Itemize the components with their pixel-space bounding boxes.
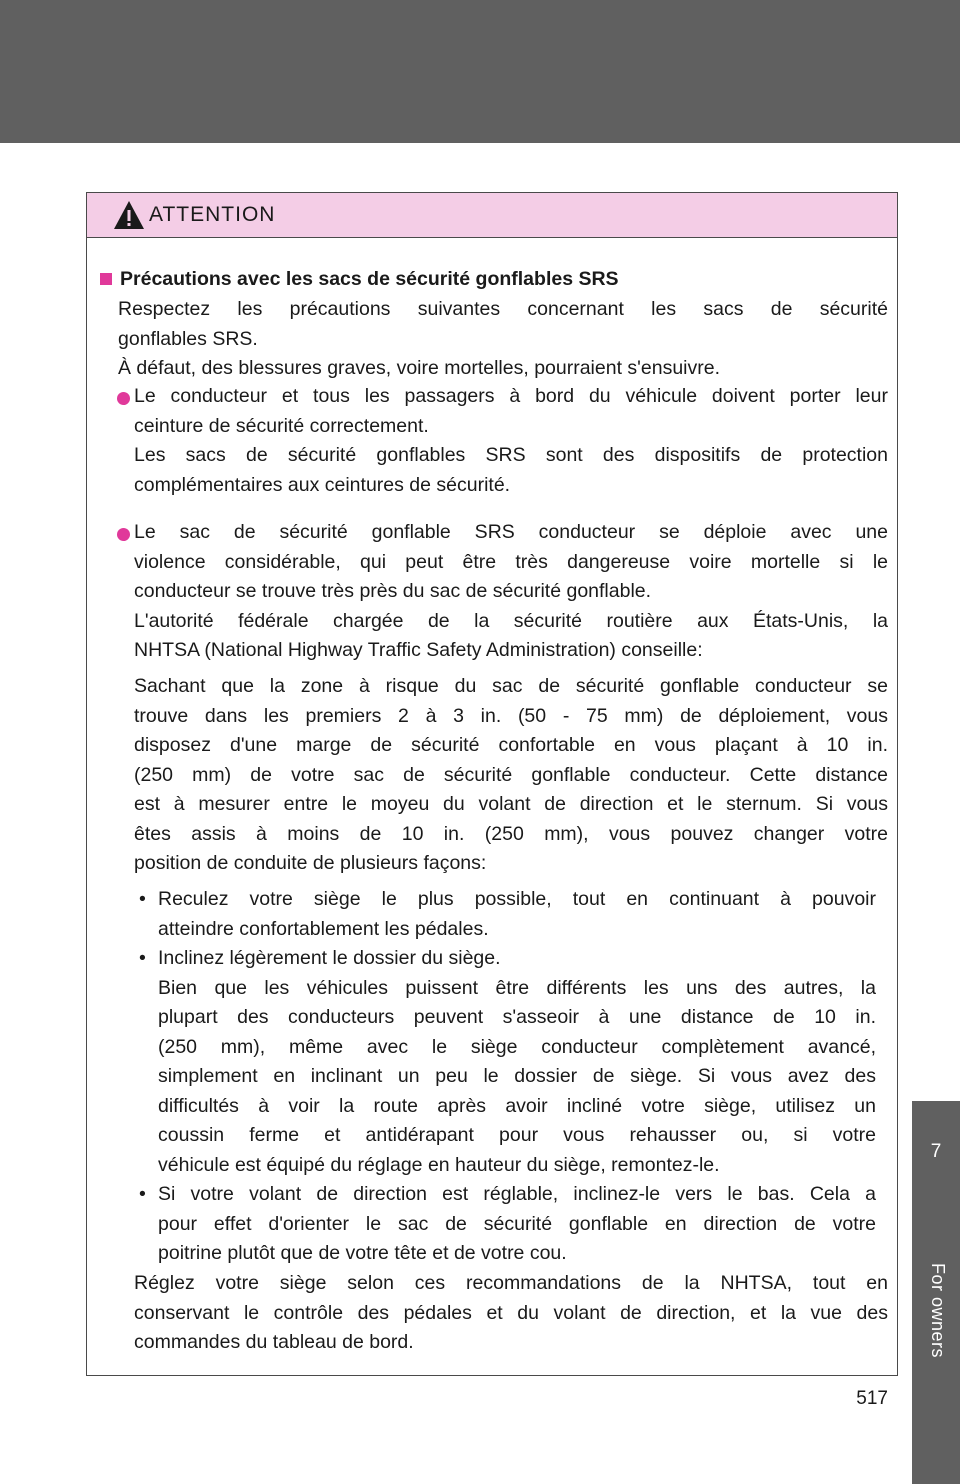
bullet-dot-icon	[117, 392, 130, 405]
sub-bullet-item: Si votre volant de direction est réglable, inclinez-le vers le bas. Cela a pour effet d'orienter le sac de sécurité gonflable en direction de votre poitrine plutôt que de votre tête et de votre cou.	[158, 1183, 876, 1264]
sub-bullet-marker: •	[139, 1183, 146, 1205]
chapter-tab[interactable]	[912, 1101, 960, 1484]
intro-paragraph: Respectez les précautions suivantes concernant les sacs de sécurité gonflables SRS. À défaut, des blessures graves, voire mortelles, pourraient s'ensuivre.	[118, 298, 888, 379]
chapter-number: 7	[930, 1141, 942, 1162]
sub-bullet-marker: •	[139, 888, 146, 910]
sub-bullet-item: Inclinez légèrement le dossier du siège. Bien que les véhicules puissent être différents les uns des autres, la plupart des conducteurs peuvent s'asseoir à une distance de 10 in. (250 mm), même avec le siège conducteur complètement avancé, simplement en inclinant un peu le dossier de siège. Si vous avez des difficultés à voir la route après avoir incliné votre siège, utilisez un coussin ferme et antidérapant pour vous rehausser ou, si votre véhicule est équipé du réglage en hauteur du siège, remontez-le.	[158, 947, 876, 1176]
bullet-item: Le sac de sécurité gonflable SRS conducteur se déploie avec une violence considérable, qui peut être très dangereuse voire mortelle si le conducteur se trouve très près du sac de sécurité gonflable. L'autorité fédérale chargée de la sécurité routière aux États-Unis, la NHTSA (National Highway Traffic Safety Administration) conseille:	[134, 521, 888, 661]
nhtsa-paragraph: Sachant que la zone à risque du sac de sécurité gonflable conducteur se trouve dans les premiers 2 à 3 in. (50 - 75 mm) de déploiement, vous disposez d'une marge de sécurité confortable en vous plaçant à 10 in. (250 mm) de votre sac de sécurité gonflable conducteur. Cette distance est à mesurer entre le moyeu du volant de direction et le sternum. Si vous êtes assis à moins de 10 in. (250 mm), vous pouvez changer votre position de conduite de plusieurs façons:	[134, 675, 888, 874]
section-heading: Précautions avec les sacs de sécurité gonflables SRS	[100, 265, 619, 294]
warning-triangle-icon	[113, 200, 145, 230]
closing-paragraph: Réglez votre siège selon ces recommandations de la NHTSA, tout en conservant le contrôle des pédales et du volant de direction, et la vue des commandes du tableau de bord.	[134, 1272, 888, 1353]
header-band	[0, 0, 960, 143]
attention-title: ATTENTION	[149, 203, 276, 226]
bullet-item: Le conducteur et tous les passagers à bord du véhicule doivent porter leur ceinture de sécurité correctement. Les sacs de sécurité gonflables SRS sont des dispositifs de protection complémentaires aux ceintures de sécurité.	[134, 385, 888, 496]
attention-header	[87, 193, 897, 238]
sub-bullet-item: Reculez votre siège le plus possible, tout en continuant à pouvoir atteindre confortablement les pédales.	[158, 888, 876, 940]
page-number: 517	[856, 1388, 888, 1409]
bullet-dot-icon	[117, 528, 130, 541]
sub-bullet-marker: •	[139, 947, 146, 969]
square-bullet-icon	[100, 273, 112, 285]
chapter-label: For owners	[928, 1263, 948, 1359]
attention-box	[86, 192, 898, 1376]
